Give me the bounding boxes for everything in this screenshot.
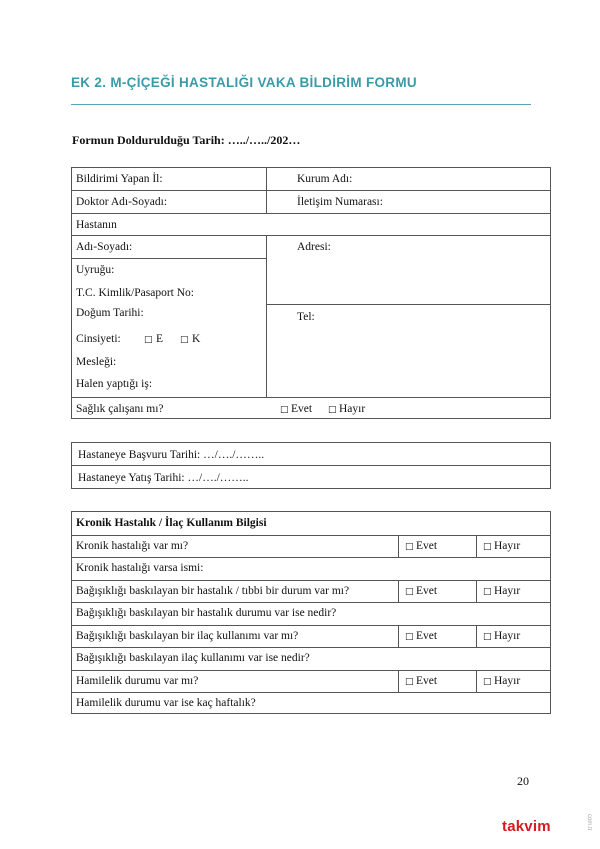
occupation-label: Mesleği: — [76, 356, 117, 368]
question-label: Bağışıklığı baskılayan ilaç kullanımı var ise nedir? — [76, 652, 310, 664]
yes-label: Evet — [416, 584, 438, 597]
yes-label: Evet — [416, 674, 438, 687]
col-line — [476, 535, 477, 558]
no-label: Hayır — [494, 629, 521, 642]
gender-e-label: E — [156, 333, 164, 345]
row-line — [72, 557, 550, 558]
health-worker-no-label: Hayır — [339, 403, 366, 415]
application-date-label: Hastaneye Başvuru Tarihi: …/…./…….. — [78, 449, 265, 461]
heading-rule — [71, 104, 531, 105]
row-line — [72, 258, 266, 259]
health-worker-yes-checkbox-icon[interactable]: □ — [280, 405, 289, 415]
current-job-label: Halen yaptığı iş: — [76, 378, 153, 390]
institution-name-label: Kurum Adı: — [297, 173, 353, 185]
contact-number-label: İletişim Numarası: — [297, 196, 383, 208]
form-heading: EK 2. M-ÇİÇEĞİ HASTALIĞI VAKA BİLDİRİM FORMU — [71, 75, 417, 90]
yes-label: Evet — [416, 629, 438, 642]
no-label: Hayır — [494, 674, 521, 687]
col-line — [266, 168, 267, 213]
col-line — [266, 235, 267, 397]
col-line — [398, 580, 399, 603]
col-line — [476, 625, 477, 648]
yes-checkbox-icon[interactable]: □ — [405, 676, 414, 687]
row-line — [72, 190, 550, 191]
patient-info-table — [71, 167, 551, 419]
page-number: 20 — [517, 774, 529, 788]
health-worker-no-checkbox-icon[interactable]: □ — [328, 405, 337, 415]
yes-checkbox-icon[interactable]: □ — [405, 631, 414, 642]
row-line — [72, 535, 550, 536]
yes-label: Evet — [416, 539, 438, 552]
question-label: Hamilelik durumu var mı? — [76, 674, 199, 687]
row-line — [72, 602, 550, 603]
yes-checkbox-icon[interactable]: □ — [405, 586, 414, 597]
col-line — [398, 670, 399, 693]
gender-k-checkbox-icon[interactable]: □ — [180, 335, 189, 345]
row-line — [72, 670, 550, 671]
takvim-logo-domain: com.tr — [586, 814, 592, 831]
col-line — [398, 535, 399, 558]
yes-checkbox-icon[interactable]: □ — [405, 541, 414, 552]
form-date-line: Formun Doldurulduğu Tarih: …../…../202… — [72, 133, 301, 147]
col-line — [476, 580, 477, 603]
address-label: Adresi: — [297, 241, 331, 253]
row-line — [72, 580, 550, 581]
gender-e-checkbox-icon[interactable]: □ — [144, 335, 153, 345]
birth-date-label: Doğum Tarihi: — [76, 307, 144, 319]
row-line — [72, 625, 550, 626]
reporting-province-label: Bildirimi Yapan İl: — [76, 173, 163, 185]
question-label: Kronik hastalığı var mı? — [76, 539, 189, 552]
admission-date-label: Hastaneye Yatış Tarihi: …/…./…….. — [78, 472, 249, 484]
nationality-label: Uyruğu: — [76, 264, 115, 276]
chronic-disease-table — [71, 511, 551, 714]
gender-k-label: K — [192, 333, 201, 345]
no-label: Hayır — [494, 539, 521, 552]
question-label: Bağışıklığı baskılayan bir hastalık / tıbbi bir durum var mı? — [76, 584, 350, 597]
row-line — [72, 692, 550, 693]
phone-label: Tel: — [297, 311, 315, 323]
row-line — [72, 465, 550, 466]
chronic-table-title: Kronik Hastalık / İlaç Kullanım Bilgisi — [76, 517, 267, 529]
patient-section-label: Hastanın — [76, 219, 117, 231]
row-line — [72, 235, 550, 236]
col-line — [476, 670, 477, 693]
row-line — [72, 647, 550, 648]
no-label: Hayır — [494, 584, 521, 597]
no-checkbox-icon[interactable]: □ — [483, 631, 492, 642]
health-worker-yes-label: Evet — [291, 403, 313, 415]
row-line — [72, 213, 550, 214]
question-label: Bağışıklığı baskılayan bir ilaç kullanımı var mı? — [76, 629, 299, 642]
health-worker-label: Sağlık çalışanı mı? — [76, 403, 164, 415]
no-checkbox-icon[interactable]: □ — [483, 541, 492, 552]
question-label: Hamilelik durumu var ise kaç haftalık? — [76, 697, 256, 709]
doctor-name-label: Doktor Adı-Soyadı: — [76, 196, 168, 208]
row-line — [72, 397, 550, 398]
no-checkbox-icon[interactable]: □ — [483, 676, 492, 687]
hospital-dates-table — [71, 442, 551, 489]
question-label: Bağışıklığı baskılayan bir hastalık durumu var ise nedir? — [76, 607, 337, 619]
row-line — [266, 304, 550, 305]
col-line — [398, 625, 399, 648]
question-label: Kronik hastalığı varsa ismi: — [76, 562, 204, 574]
no-checkbox-icon[interactable]: □ — [483, 586, 492, 597]
patient-name-label: Adı-Soyadı: — [76, 241, 133, 253]
gender-label: Cinsiyeti: — [76, 333, 121, 345]
takvim-logo: takvim — [502, 818, 551, 835]
id-passport-label: T.C. Kimlik/Pasaport No: — [76, 287, 194, 299]
